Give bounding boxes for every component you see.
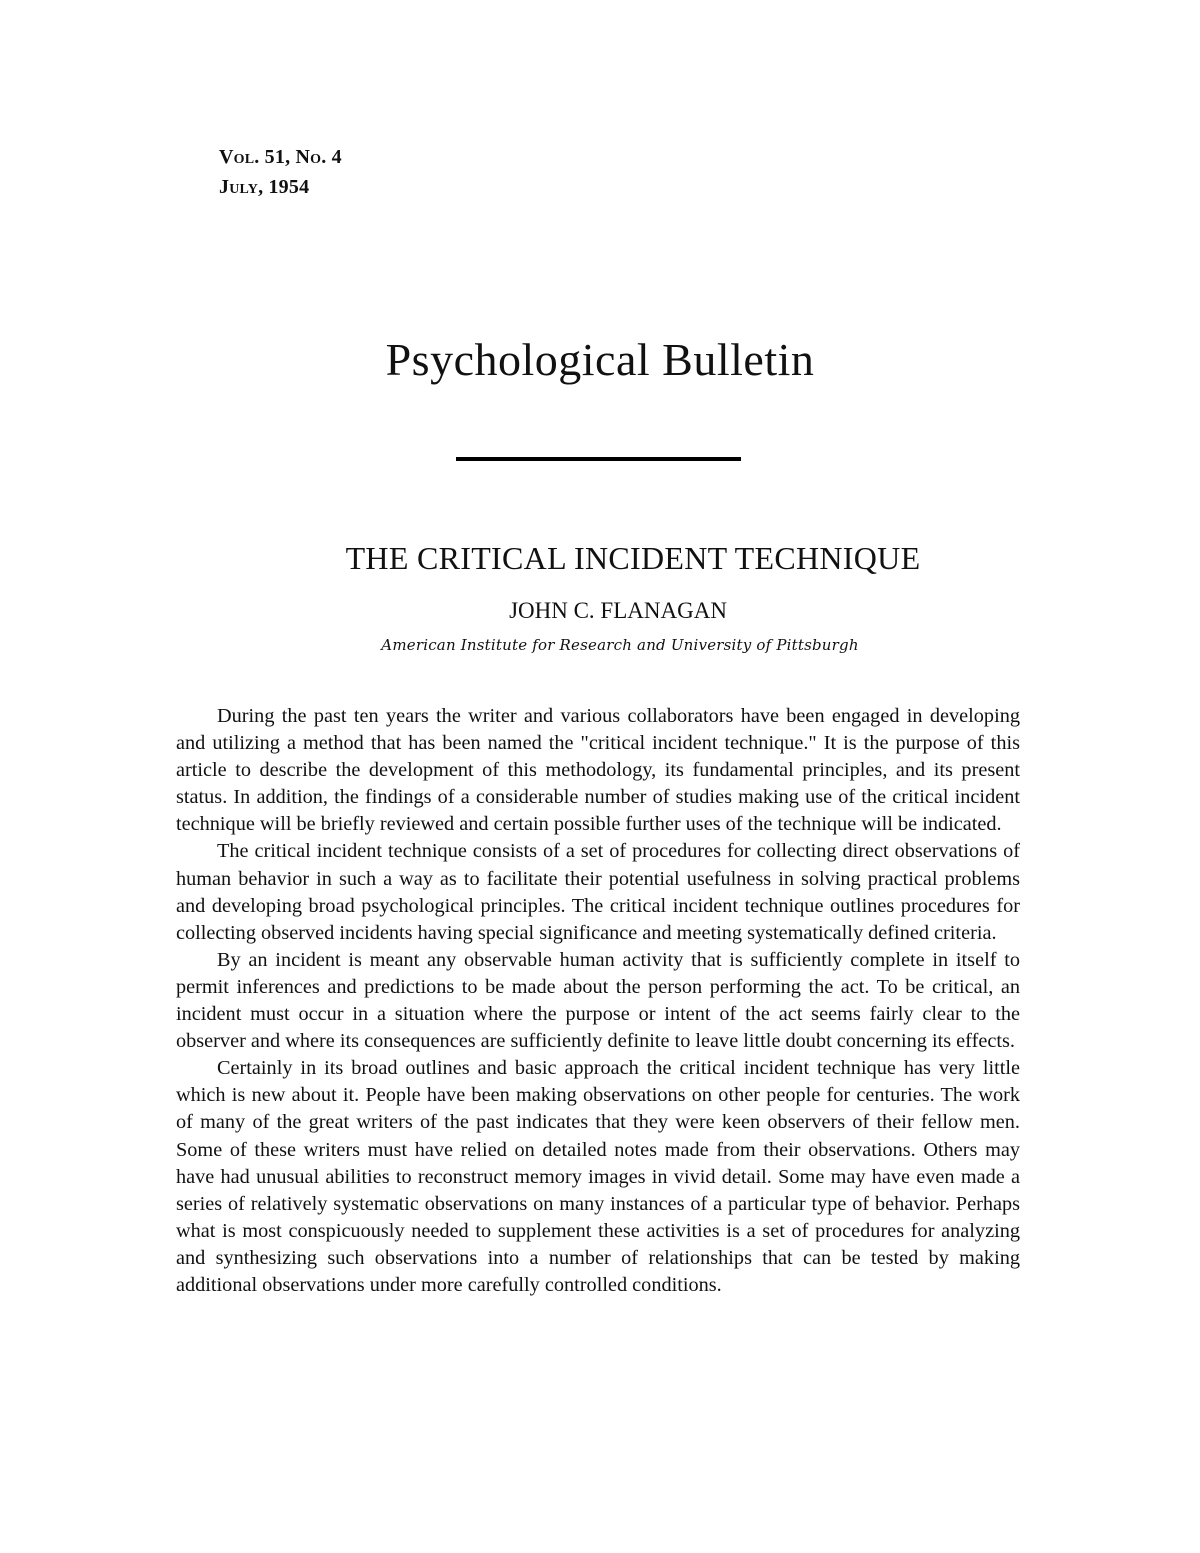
article-title: THE CRITICAL INCIDENT TECHNIQUE bbox=[345, 540, 921, 576]
body-paragraph: By an incident is meant any observable human activity that is sufficiently complete in itself to permit inferences and predictions to be made about the person performing the act. To be critical, an incident must occur in a situation where the purpose or intent of the act seems fairly clear to the observer and where its consequences are sufficiently definite to leave little doubt concerning its effects. bbox=[176, 948, 1020, 1053]
issue-info bbox=[219, 142, 342, 202]
issue-date: July, 1954 bbox=[219, 176, 310, 198]
article-body bbox=[176, 703, 1020, 1299]
volume-number: Vol. 51, No. 4 bbox=[219, 146, 342, 168]
body-paragraph: The critical incident technique consists of a set of procedures for collecting direct observations of human behavior in such a way as to facilitate their potential usefulness in solving practical problems and developing broad psychological principles. The critical incident technique outlines procedures for collecting observed incidents having special significance and meeting systematically defined criteria. bbox=[176, 840, 1020, 944]
journal-title: Psychological Bulletin bbox=[385, 334, 815, 385]
body-paragraph: Certainly in its broad outlines and basic approach the critical incident technique has very little which is new about it. People have been making observations on other people for centuries. The work of many of the great writers of the past indicates that they were keen observers of their fellow men. Some of these writers must have relied on detailed notes made from their observations. Others may have had unusual abilities to reconstruct memory images in vivid detail. Some may have even made a series of relatively systematic observations on many instances of a particular type of behavior. Perhaps what is most conspicuously needed to supplement these activities is a set of procedures for analyzing and synthesizing such observations into a number of relationships that can be tested by making additional observations under more carefully controlled conditions. bbox=[176, 1057, 1020, 1296]
title-divider bbox=[456, 457, 741, 461]
body-paragraph: During the past ten years the writer and various collaborators have been engaged in developing and utilizing a method that has been named the "critical incident technique." It is the purpose of this article to describe the development of this methodology, its fundamental principles, and its present status. In addition, the findings of a considerable number of studies making use of the critical incident technique will be briefly reviewed and certain possible further uses of the technique will be indicated. bbox=[176, 705, 1020, 836]
author-affiliation: American Institute for Research and University of Pittsburgh bbox=[381, 636, 859, 654]
article-author: JOHN C. FLANAGAN bbox=[509, 598, 727, 623]
